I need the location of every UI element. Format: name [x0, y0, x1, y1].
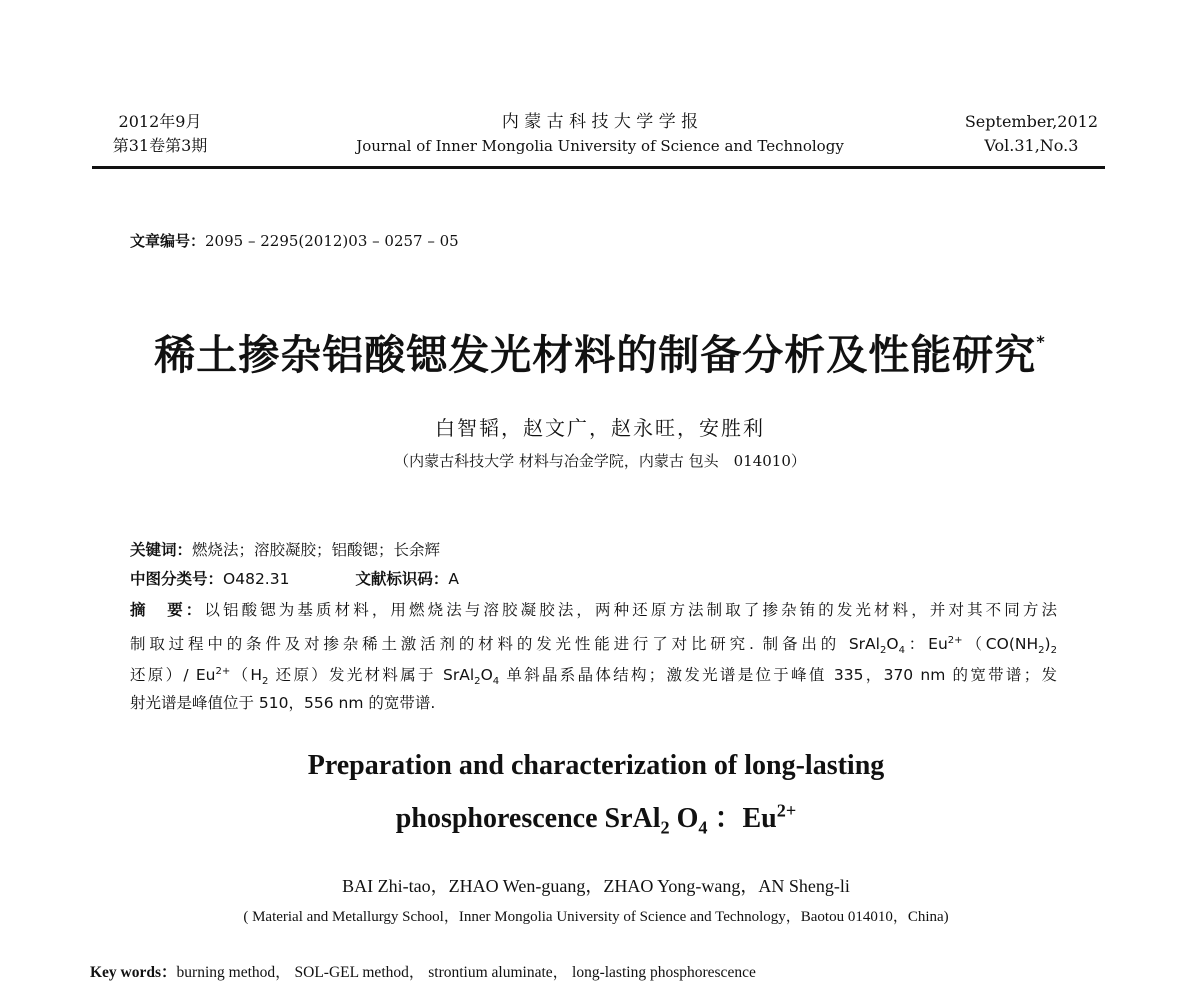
- text-segment: ：Eu: [707, 803, 777, 834]
- title-cn: [0, 322, 1200, 381]
- text-segment: phosphorescence SrAl: [395, 803, 661, 834]
- superscript: 2+: [215, 666, 231, 677]
- rich-text: [395, 800, 797, 838]
- affiliation-cn: （内蒙古科技大学 材料与冶金学院，内蒙古 包头 014010）: [394, 452, 806, 470]
- keywords-en: [90, 960, 756, 982]
- authors-cn: 白智韬，赵文广，赵永旺，安胜利: [435, 416, 765, 440]
- superscript: 2+: [947, 635, 963, 646]
- date-cn: 2012年9月: [118, 112, 202, 131]
- header-right: [965, 110, 1098, 158]
- header-center: [300, 110, 900, 158]
- issue-en: Vol.31,No.3: [984, 136, 1079, 155]
- authors-en: BAI Zhi-tao，ZHAO Wen-guang，ZHAO Yong-wang，AN Sheng-li: [342, 876, 850, 896]
- text-segment: 单斜晶系晶体结构；激发光谱是位于峰值 335，370 nm 的宽带谱；发: [499, 666, 1058, 685]
- rich-text: [204, 601, 1057, 619]
- text-segment: O: [480, 666, 493, 685]
- article-number: [130, 230, 459, 251]
- article-number-value: 2095 – 2295(2012)03 – 0257 – 05: [205, 232, 459, 250]
- rich-text: [130, 666, 1058, 688]
- title-cn-text: 稀土掺杂铝酸锶发光材料的制备分析及性能研究: [154, 331, 1037, 379]
- text-segment: ：Eu: [904, 635, 948, 654]
- article-number-label: 文章编号：: [130, 232, 206, 250]
- doc-code-value: A: [448, 570, 459, 588]
- abstract-line: [130, 662, 1057, 692]
- abstract-line: [130, 693, 1057, 713]
- subscript: 4: [698, 817, 708, 838]
- subscript: 4: [492, 676, 500, 688]
- subscript: 2: [262, 676, 269, 688]
- classification: [130, 569, 1057, 589]
- header-left: [104, 110, 216, 158]
- classification-value: O482.31: [223, 570, 290, 588]
- affiliation-en: ( Material and Metallurgy School，Inner Mongolia University of Science and Technology，Baotou 014010，China): [243, 909, 949, 925]
- subscript: 2: [1050, 645, 1058, 657]
- text-segment: O: [886, 635, 899, 654]
- text-segment: 还原）发光材料属于 SrAl: [268, 666, 475, 685]
- issue-cn: 第31卷第3期: [112, 136, 208, 155]
- abstract-line: [130, 600, 1057, 620]
- doc-code-label: 文献标识码：: [355, 570, 449, 588]
- subscript: 2: [660, 817, 670, 838]
- text-segment: （CO(NH: [962, 635, 1039, 654]
- text-segment: 还原）/ Eu: [130, 666, 216, 685]
- subscript: 2: [1038, 645, 1045, 657]
- classification-label: 中图分类号：: [130, 570, 224, 588]
- journal-cn: 内 蒙 古 科 技 大 学 学 报: [501, 112, 699, 132]
- text-segment: 制取过程中的条件及对掺杂稀土激活剂的材料的发光性能进行了对比研究. 制备出的 SrAl: [130, 635, 880, 654]
- subscript: 2: [474, 676, 481, 688]
- title-footnote-mark: *: [1036, 332, 1046, 351]
- keywords-cn-label: 关键词：: [130, 541, 193, 559]
- abstract-line: [130, 631, 1057, 661]
- subscript: 2: [879, 645, 887, 657]
- rich-text: [130, 694, 435, 712]
- text-segment: ): [1044, 635, 1051, 654]
- subscript: 4: [898, 645, 905, 657]
- keywords-cn: [130, 540, 1057, 560]
- text-segment: 射光谱是峰值位于 510，556 nm 的宽带谱.: [130, 694, 436, 712]
- keywords-en-value: burning method， SOL-GEL method， strontium aluminate， long-lasting phosphorescence: [176, 964, 756, 981]
- date-en: September,2012: [964, 112, 1098, 131]
- title-en-line2: [0, 796, 1192, 839]
- journal-en: Journal of Inner Mongolia University of Science and Technology: [356, 137, 844, 155]
- header-rule: [92, 166, 1105, 169]
- keywords-cn-value: 燃烧法；溶胶凝胶；铝酸锶；长余辉: [192, 541, 441, 559]
- text-segment: 以铝酸锶为基质材料，用燃烧法与溶胶凝胶法，两种还原方法制取了掺杂铕的发光材料，并对其不同方法: [204, 601, 1057, 619]
- abstract-label: 摘 要：: [130, 601, 205, 619]
- text-segment: （H: [230, 666, 263, 685]
- text-segment: O: [669, 803, 699, 834]
- rich-text: [130, 635, 1058, 657]
- keywords-en-label: Key words：: [90, 964, 177, 981]
- superscript: 2+: [776, 800, 797, 821]
- title-en-line1: Preparation and characterization of long-lasting: [307, 750, 885, 781]
